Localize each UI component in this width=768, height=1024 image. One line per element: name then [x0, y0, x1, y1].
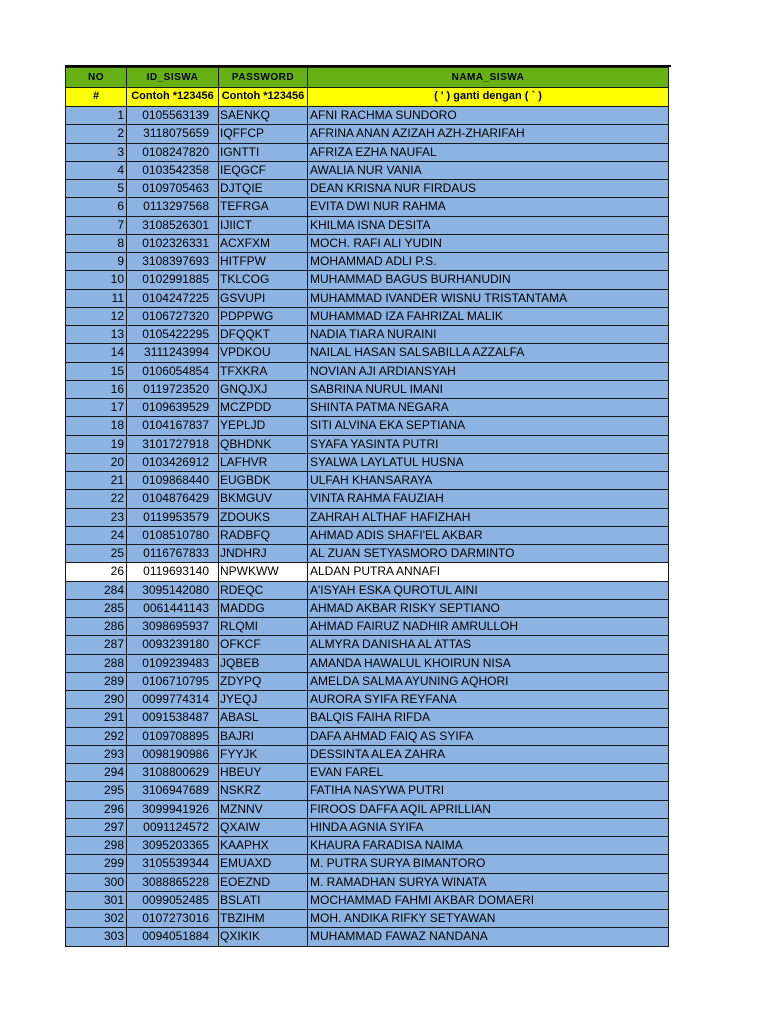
cell-no[interactable]: 6: [65, 197, 127, 216]
cell-id-siswa[interactable]: 0119693140: [126, 562, 219, 581]
cell-password[interactable]: ZDYPQ: [218, 672, 308, 691]
cell-no[interactable]: 297: [65, 818, 127, 837]
cell-password[interactable]: NSKRZ: [218, 781, 308, 800]
cell-nama-siswa[interactable]: ZAHRAH ALTHAF HAFIZHAH: [307, 508, 669, 527]
cell-password[interactable]: BAJRI: [218, 727, 308, 746]
cell-password[interactable]: JYEQJ: [218, 690, 308, 709]
cell-password[interactable]: DFQQKT: [218, 325, 308, 344]
cell-nama-siswa[interactable]: MUHAMMAD IZA FAHRIZAL MALIK: [307, 307, 669, 326]
cell-id-siswa[interactable]: 0109868440: [126, 471, 219, 490]
cell-id-siswa[interactable]: 0116767833: [126, 544, 219, 563]
cell-id-siswa[interactable]: 3118075659: [126, 124, 219, 143]
table-row: [65, 727, 671, 745]
table-row: [65, 781, 671, 799]
cell-password[interactable]: EUGBDK: [218, 471, 308, 490]
cell-no[interactable]: 289: [65, 672, 127, 691]
cell-nama-siswa[interactable]: M. RAMADHAN SURYA WINATA: [307, 873, 669, 892]
cell-no[interactable]: 7: [65, 216, 127, 235]
cell-id-siswa[interactable]: 3105539344: [126, 854, 219, 873]
cell-nama-siswa[interactable]: KHILMA ISNA DESITA: [307, 216, 669, 235]
table-row: [65, 216, 671, 234]
cell-password[interactable]: DJTQIE: [218, 179, 308, 198]
cell-id-siswa[interactable]: 0099774314: [126, 690, 219, 709]
cell-nama-siswa[interactable]: NAILAL HASAN SALSABILLA AZZALFA: [307, 343, 669, 362]
cell-id-siswa[interactable]: 0102326331: [126, 234, 219, 253]
cell-password[interactable]: EOEZND: [218, 873, 308, 892]
cell-password[interactable]: TKLCOG: [218, 270, 308, 289]
cell-no[interactable]: 284: [65, 581, 127, 600]
cell-no[interactable]: 18: [65, 416, 127, 435]
cell-id-siswa[interactable]: 3101727918: [126, 435, 219, 454]
cell-no[interactable]: 286: [65, 617, 127, 636]
table-row: [65, 398, 671, 416]
cell-no[interactable]: 15: [65, 362, 127, 381]
cell-password[interactable]: TBZIHM: [218, 909, 308, 928]
cell-password[interactable]: MADDG: [218, 599, 308, 618]
table-row: [65, 380, 671, 398]
table-row: [65, 654, 671, 672]
cell-password[interactable]: HITFPW: [218, 252, 308, 271]
cell-no[interactable]: 25: [65, 544, 127, 563]
table-row: [65, 489, 671, 507]
cell-password[interactable]: TEFRGA: [218, 197, 308, 216]
cell-password[interactable]: JNDHRJ: [218, 544, 308, 563]
header-password[interactable]: PASSWORD: [218, 67, 308, 88]
cell-password[interactable]: HBEUY: [218, 763, 308, 782]
table-row: [65, 325, 671, 343]
cell-id-siswa[interactable]: 3108800629: [126, 763, 219, 782]
table-row: [65, 289, 671, 307]
cell-password[interactable]: QXIKIK: [218, 927, 308, 946]
cell-nama-siswa[interactable]: EVAN FAREL: [307, 763, 669, 782]
cell-password[interactable]: FYYJK: [218, 745, 308, 764]
cell-id-siswa[interactable]: 0113297568: [126, 197, 219, 216]
table-row: [65, 435, 671, 453]
cell-no[interactable]: 20: [65, 453, 127, 472]
cell-id-siswa[interactable]: 0106727320: [126, 307, 219, 326]
cell-id-siswa[interactable]: 3108526301: [126, 216, 219, 235]
header-nama-siswa[interactable]: NAMA_SISWA: [307, 67, 669, 88]
table-row: [65, 635, 671, 653]
cell-password[interactable]: QBHDNK: [218, 435, 308, 454]
cell-id-siswa[interactable]: 0109639529: [126, 398, 219, 417]
table-row: [65, 234, 671, 252]
cell-id-siswa[interactable]: 0109705463: [126, 179, 219, 198]
cell-no[interactable]: 13: [65, 325, 127, 344]
subheader-nama-note[interactable]: ( ' ) ganti dengan ( ` ): [307, 87, 669, 107]
table-row: [65, 307, 671, 325]
cell-nama-siswa[interactable]: NADIA TIARA NURAINI: [307, 325, 669, 344]
cell-password[interactable]: MZNNV: [218, 800, 308, 819]
cell-password[interactable]: SAENKQ: [218, 106, 308, 125]
cell-no[interactable]: 24: [65, 526, 127, 545]
table-row: [65, 416, 671, 434]
cell-password[interactable]: IQFFCP: [218, 124, 308, 143]
table-row: [65, 909, 671, 927]
cell-nama-siswa[interactable]: MOHAMMAD ADLI P.S.: [307, 252, 669, 271]
cell-no[interactable]: 4: [65, 161, 127, 180]
cell-no[interactable]: 298: [65, 836, 127, 855]
cell-id-siswa[interactable]: 0104247225: [126, 289, 219, 308]
cell-password[interactable]: NPWKWW: [218, 562, 308, 581]
cell-password[interactable]: IJIICT: [218, 216, 308, 235]
table-row: [65, 745, 671, 763]
cell-nama-siswa[interactable]: AL ZUAN SETYASMORO DARMINTO: [307, 544, 669, 563]
cell-nama-siswa[interactable]: AHMAD AKBAR RISKY SEPTIANO: [307, 599, 669, 618]
cell-nama-siswa[interactable]: DAFA AHMAD FAIQ AS SYIFA: [307, 727, 669, 746]
cell-id-siswa[interactable]: 0107273016: [126, 909, 219, 928]
cell-password[interactable]: BKMGUV: [218, 489, 308, 508]
cell-id-siswa[interactable]: 0106054854: [126, 362, 219, 381]
table-row: [65, 343, 671, 361]
cell-nama-siswa[interactable]: MOCH. RAFI ALI YUDIN: [307, 234, 669, 253]
table-row: [65, 197, 671, 215]
subheader-row: [65, 87, 671, 106]
cell-no[interactable]: 9: [65, 252, 127, 271]
table-row: [65, 690, 671, 708]
cell-no[interactable]: 301: [65, 891, 127, 910]
cell-id-siswa[interactable]: 0108510780: [126, 526, 219, 545]
cell-no[interactable]: 296: [65, 800, 127, 819]
cell-nama-siswa[interactable]: FATIHA NASYWA PUTRI: [307, 781, 669, 800]
cell-password[interactable]: ABASL: [218, 708, 308, 727]
cell-nama-siswa[interactable]: AMANDA HAWALUL KHOIRUN NISA: [307, 654, 669, 673]
table-row: [65, 161, 671, 179]
table-row: [65, 544, 671, 562]
table-row: [65, 873, 671, 891]
cell-id-siswa[interactable]: 0061441143: [126, 599, 219, 618]
table-row: [65, 362, 671, 380]
cell-password[interactable]: KAAPHX: [218, 836, 308, 855]
table-row: [65, 763, 671, 781]
table-row: [65, 818, 671, 836]
cell-id-siswa[interactable]: 0091124572: [126, 818, 219, 837]
cell-no[interactable]: 19: [65, 435, 127, 454]
table-row: [65, 891, 671, 909]
header-row: [65, 65, 671, 87]
cell-nama-siswa[interactable]: SITI ALVINA EKA SEPTIANA: [307, 416, 669, 435]
table-row: [65, 453, 671, 471]
cell-nama-siswa[interactable]: SYAFA YASINTA PUTRI: [307, 435, 669, 454]
cell-id-siswa[interactable]: 3106947689: [126, 781, 219, 800]
table-row: [65, 471, 671, 489]
cell-password[interactable]: ZDOUKS: [218, 508, 308, 527]
cell-no[interactable]: 5: [65, 179, 127, 198]
cell-no[interactable]: 1: [65, 106, 127, 125]
cell-nama-siswa[interactable]: AFNI RACHMA SUNDORO: [307, 106, 669, 125]
cell-password[interactable]: LAFHVR: [218, 453, 308, 472]
table-row: [65, 143, 671, 161]
cell-nama-siswa[interactable]: ULFAH KHANSARAYA: [307, 471, 669, 490]
cell-id-siswa[interactable]: 0104876429: [126, 489, 219, 508]
cell-no[interactable]: 294: [65, 763, 127, 782]
cell-nama-siswa[interactable]: SYALWA LAYLATUL HUSNA: [307, 453, 669, 472]
cell-no[interactable]: 285: [65, 599, 127, 618]
table-row: [65, 252, 671, 270]
cell-id-siswa[interactable]: 0103542358: [126, 161, 219, 180]
cell-nama-siswa[interactable]: KHAURA FARADISA NAIMA: [307, 836, 669, 855]
cell-no[interactable]: 17: [65, 398, 127, 417]
cell-id-siswa[interactable]: 0106710795: [126, 672, 219, 691]
cell-no[interactable]: 3: [65, 143, 127, 162]
cell-nama-siswa[interactable]: ALDAN PUTRA ANNAFI: [307, 562, 669, 581]
cell-no[interactable]: 12: [65, 307, 127, 326]
table-row: [65, 526, 671, 544]
cell-id-siswa[interactable]: 3095203365: [126, 836, 219, 855]
cell-password[interactable]: QXAIW: [218, 818, 308, 837]
spreadsheet-table: [65, 65, 671, 946]
cell-id-siswa[interactable]: 3098695937: [126, 617, 219, 636]
cell-no[interactable]: 26: [65, 562, 127, 581]
cell-id-siswa[interactable]: 0098190986: [126, 745, 219, 764]
cell-no[interactable]: 293: [65, 745, 127, 764]
cell-nama-siswa[interactable]: AURORA SYIFA REYFANA: [307, 690, 669, 709]
cell-password[interactable]: EMUAXD: [218, 854, 308, 873]
cell-password[interactable]: TFXKRA: [218, 362, 308, 381]
cell-nama-siswa[interactable]: MUHAMMAD IVANDER WISNU TRISTANTAMA: [307, 289, 669, 308]
cell-no[interactable]: 291: [65, 708, 127, 727]
cell-id-siswa[interactable]: 3099941926: [126, 800, 219, 819]
cell-nama-siswa[interactable]: HINDA AGNIA SYIFA: [307, 818, 669, 837]
cell-password[interactable]: ACXFXM: [218, 234, 308, 253]
header-id-siswa[interactable]: ID_SISWA: [126, 67, 219, 88]
cell-nama-siswa[interactable]: MUHAMMAD BAGUS BURHANUDIN: [307, 270, 669, 289]
cell-nama-siswa[interactable]: M. PUTRA SURYA BIMANTORO: [307, 854, 669, 873]
cell-no[interactable]: 302: [65, 909, 127, 928]
cell-no[interactable]: 303: [65, 927, 127, 946]
cell-password[interactable]: RLQMI: [218, 617, 308, 636]
cell-nama-siswa[interactable]: AHMAD FAIRUZ NADHIR AMRULLOH: [307, 617, 669, 636]
cell-password[interactable]: OFKCF: [218, 635, 308, 654]
subheader-no[interactable]: #: [65, 87, 127, 107]
cell-nama-siswa[interactable]: SABRINA NURUL IMANI: [307, 380, 669, 399]
cell-password[interactable]: PDPPWG: [218, 307, 308, 326]
cell-id-siswa[interactable]: 0109239483: [126, 654, 219, 673]
cell-password[interactable]: GNQJXJ: [218, 380, 308, 399]
table-row: [65, 672, 671, 690]
cell-no[interactable]: 14: [65, 343, 127, 362]
data-rows: [65, 106, 671, 946]
cell-nama-siswa[interactable]: ALMYRA DANISHA AL ATTAS: [307, 635, 669, 654]
table-row: [65, 708, 671, 726]
cell-no[interactable]: 21: [65, 471, 127, 490]
cell-no[interactable]: 16: [65, 380, 127, 399]
table-row: [65, 106, 671, 124]
cell-id-siswa[interactable]: 0093239180: [126, 635, 219, 654]
table-row: [65, 836, 671, 854]
table-row: [65, 270, 671, 288]
cell-no[interactable]: 8: [65, 234, 127, 253]
table-row: [65, 854, 671, 872]
cell-id-siswa[interactable]: 0109708895: [126, 727, 219, 746]
cell-nama-siswa[interactable]: VINTA RAHMA FAUZIAH: [307, 489, 669, 508]
cell-nama-siswa[interactable]: DESSINTA ALEA ZAHRA: [307, 745, 669, 764]
subheader-id-example[interactable]: Contoh *123456: [126, 87, 219, 107]
cell-id-siswa[interactable]: 0104167837: [126, 416, 219, 435]
cell-nama-siswa[interactable]: AHMAD ADIS SHAFI'EL AKBAR: [307, 526, 669, 545]
cell-no[interactable]: 292: [65, 727, 127, 746]
cell-id-siswa[interactable]: 0094051884: [126, 927, 219, 946]
cell-password[interactable]: IGNTTI: [218, 143, 308, 162]
cell-id-siswa[interactable]: 0105422295: [126, 325, 219, 344]
cell-id-siswa[interactable]: 3095142080: [126, 581, 219, 600]
cell-id-siswa[interactable]: 0103426912: [126, 453, 219, 472]
cell-nama-siswa[interactable]: MOCHAMMAD FAHMI AKBAR DOMAERI: [307, 891, 669, 910]
cell-password[interactable]: MCZPDD: [218, 398, 308, 417]
table-row: [65, 581, 671, 599]
table-row: [65, 124, 671, 142]
cell-nama-siswa[interactable]: AFRINA ANAN AZIZAH AZH-ZHARIFAH: [307, 124, 669, 143]
cell-no[interactable]: 22: [65, 489, 127, 508]
cell-nama-siswa[interactable]: A'ISYAH ESKA QUROTUL AINI: [307, 581, 669, 600]
cell-nama-siswa[interactable]: BALQIS FAIHA RIFDA: [307, 708, 669, 727]
table-row: [65, 179, 671, 197]
table-row: [65, 508, 671, 526]
cell-no[interactable]: 290: [65, 690, 127, 709]
cell-no[interactable]: 300: [65, 873, 127, 892]
cell-password[interactable]: BSLATI: [218, 891, 308, 910]
table-row: [65, 562, 671, 580]
cell-id-siswa[interactable]: 0108247820: [126, 143, 219, 162]
table-row: [65, 599, 671, 617]
cell-password[interactable]: IEQGCF: [218, 161, 308, 180]
cell-nama-siswa[interactable]: AMELDA SALMA AYUNING AQHORI: [307, 672, 669, 691]
cell-no[interactable]: 11: [65, 289, 127, 308]
cell-no[interactable]: 299: [65, 854, 127, 873]
cell-id-siswa[interactable]: 0091538487: [126, 708, 219, 727]
cell-id-siswa[interactable]: 0099052485: [126, 891, 219, 910]
cell-id-siswa[interactable]: 0119723520: [126, 380, 219, 399]
subheader-password-example[interactable]: Contoh *123456: [218, 87, 308, 107]
cell-no[interactable]: 2: [65, 124, 127, 143]
cell-password[interactable]: YEPLJD: [218, 416, 308, 435]
cell-id-siswa[interactable]: 3111243994: [126, 343, 219, 362]
header-no[interactable]: NO: [65, 67, 127, 88]
cell-password[interactable]: GSVUPI: [218, 289, 308, 308]
cell-nama-siswa[interactable]: DEAN KRISNA NUR FIRDAUS: [307, 179, 669, 198]
cell-id-siswa[interactable]: 0119953579: [126, 508, 219, 527]
cell-password[interactable]: RADBFQ: [218, 526, 308, 545]
cell-password[interactable]: VPDKOU: [218, 343, 308, 362]
cell-nama-siswa[interactable]: FIROOS DAFFA AQIL APRILLIAN: [307, 800, 669, 819]
cell-id-siswa[interactable]: 0105563139: [126, 106, 219, 125]
cell-nama-siswa[interactable]: MUHAMMAD FAWAZ NANDANA: [307, 927, 669, 946]
table-row: [65, 800, 671, 818]
cell-password[interactable]: JQBEB: [218, 654, 308, 673]
cell-no[interactable]: 288: [65, 654, 127, 673]
table-row: [65, 617, 671, 635]
cell-nama-siswa[interactable]: NOVIAN AJI ARDIANSYAH: [307, 362, 669, 381]
cell-nama-siswa[interactable]: EVITA DWI NUR RAHMA: [307, 197, 669, 216]
cell-password[interactable]: RDEQC: [218, 581, 308, 600]
cell-id-siswa[interactable]: 3108397693: [126, 252, 219, 271]
cell-id-siswa[interactable]: 0102991885: [126, 270, 219, 289]
cell-id-siswa[interactable]: 3088865228: [126, 873, 219, 892]
cell-nama-siswa[interactable]: SHINTA PATMA NEGARA: [307, 398, 669, 417]
cell-no[interactable]: 287: [65, 635, 127, 654]
cell-no[interactable]: 295: [65, 781, 127, 800]
cell-nama-siswa[interactable]: MOH. ANDIKA RIFKY SETYAWAN: [307, 909, 669, 928]
cell-no[interactable]: 10: [65, 270, 127, 289]
cell-nama-siswa[interactable]: AWALIA NUR VANIA: [307, 161, 669, 180]
cell-nama-siswa[interactable]: AFRIZA EZHA NAUFAL: [307, 143, 669, 162]
table-row: [65, 927, 671, 945]
cell-no[interactable]: 23: [65, 508, 127, 527]
